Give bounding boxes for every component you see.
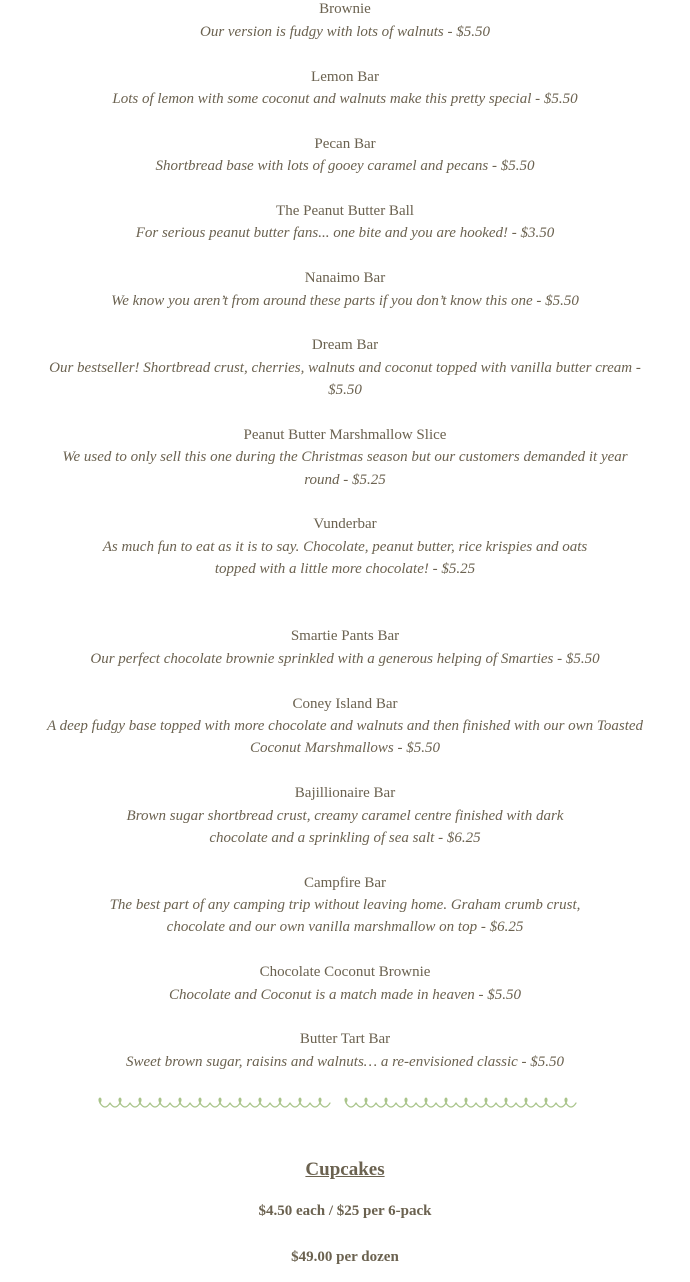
vine-leaf (525, 1098, 527, 1103)
cupcake-price-dozen: $49.00 per dozen (291, 1249, 399, 1265)
item-name: Brownie (319, 1, 371, 17)
item-name: Peanut Butter Marshmallow Slice (243, 427, 447, 443)
item-name: Chocolate Coconut Brownie (259, 964, 431, 980)
vine-scallop (346, 1103, 576, 1107)
vine-leaf (385, 1098, 387, 1103)
vine-leaf (259, 1098, 261, 1103)
item-description: Our version is fudgy with lots of walnuts - $5.50 (199, 24, 490, 40)
item-description-cont: chocolate and a sprinkling of sea salt - $6.25 (209, 830, 481, 846)
vine-leaf (405, 1098, 407, 1103)
vine-leaf (139, 1098, 141, 1103)
item-description-cont: chocolate and our own vanilla marshmallow on top - $6.25 (166, 919, 524, 935)
vine-leaf (219, 1098, 221, 1103)
item-description: The best part of any camping trip without leaving home. Graham crumb crust, (109, 897, 581, 913)
vine-leaf (239, 1098, 241, 1103)
vine-scallop (100, 1103, 330, 1107)
item-description-cont: Coconut Marshmallows - $5.50 (249, 740, 440, 756)
vine-leaf (179, 1098, 181, 1103)
vine-leaf (199, 1098, 201, 1103)
vine-leaf (365, 1098, 367, 1103)
vine-leaf (445, 1098, 447, 1103)
item-description: Brown sugar shortbread crust, creamy caramel centre finished with dark (126, 808, 564, 824)
vine-leaf (425, 1098, 427, 1103)
item-name: Smartie Pants Bar (290, 628, 400, 644)
vine-leaf (99, 1098, 101, 1103)
item-description: For serious peanut butter fans... one bite and you are hooked! - $3.50 (135, 225, 555, 241)
vine-leaf (319, 1098, 321, 1103)
item-description: Our perfect chocolate brownie sprinkled with a generous helping of Smarties - $5.50 (90, 651, 600, 667)
vine-leaf (465, 1098, 467, 1103)
vine-leaf (565, 1098, 567, 1103)
item-description: Sweet brown sugar, raisins and walnuts… a re-envisioned classic - $5.50 (125, 1054, 565, 1070)
item-name: Butter Tart Bar (299, 1031, 391, 1047)
item-description: As much fun to eat as it is to say. Chocolate, peanut butter, rice krispies and oats (102, 539, 588, 555)
item-description-cont: $5.50 (328, 382, 362, 398)
vine-leaf (119, 1098, 121, 1103)
item-description: Chocolate and Coconut is a match made in heaven - $5.50 (168, 987, 522, 1003)
section-heading-cupcakes: Cupcakes (305, 1159, 385, 1180)
item-name: Campfire Bar (303, 875, 387, 891)
vine-leaf (299, 1098, 301, 1103)
item-name: Nanaimo Bar (304, 270, 386, 286)
item-description: Lots of lemon with some coconut and walnuts make this pretty special - $5.50 (112, 91, 578, 107)
vine-leaf (505, 1098, 507, 1103)
item-description: Our bestseller! Shortbread crust, cherries, walnuts and coconut topped with vanilla butter cream - (49, 360, 641, 376)
item-description-cont: round - $5.25 (304, 472, 386, 488)
item-description: Shortbread base with lots of gooey caramel and pecans - $5.50 (155, 158, 535, 174)
item-name: Pecan Bar (314, 136, 376, 152)
item-name: Lemon Bar (311, 69, 379, 85)
item-name: Bajillionaire Bar (294, 785, 396, 801)
vine-leaf (485, 1098, 487, 1103)
item-name: Coney Island Bar (292, 696, 398, 712)
item-name: The Peanut Butter Ball (276, 203, 414, 219)
cupcake-price-each: $4.50 each / $25 per 6-pack (258, 1203, 432, 1219)
item-description: A deep fudgy base topped with more chocolate and walnuts and then finished with our own Toasted (46, 718, 644, 734)
item-description-cont: topped with a little more chocolate! - $5.25 (214, 561, 476, 577)
item-description: We know you aren’t from around these parts if you don’t know this one - $5.50 (111, 293, 579, 309)
vine-divider (98, 1097, 580, 1115)
item-name: Vunderbar (313, 516, 377, 532)
vine-leaf (159, 1098, 161, 1103)
vine-leaf (545, 1098, 547, 1103)
vine-leaf (345, 1098, 347, 1103)
item-name: Dream Bar (311, 337, 379, 353)
item-description: We used to only sell this one during the Christmas season but our customers demanded it year (62, 449, 628, 465)
vine-leaf (279, 1098, 281, 1103)
